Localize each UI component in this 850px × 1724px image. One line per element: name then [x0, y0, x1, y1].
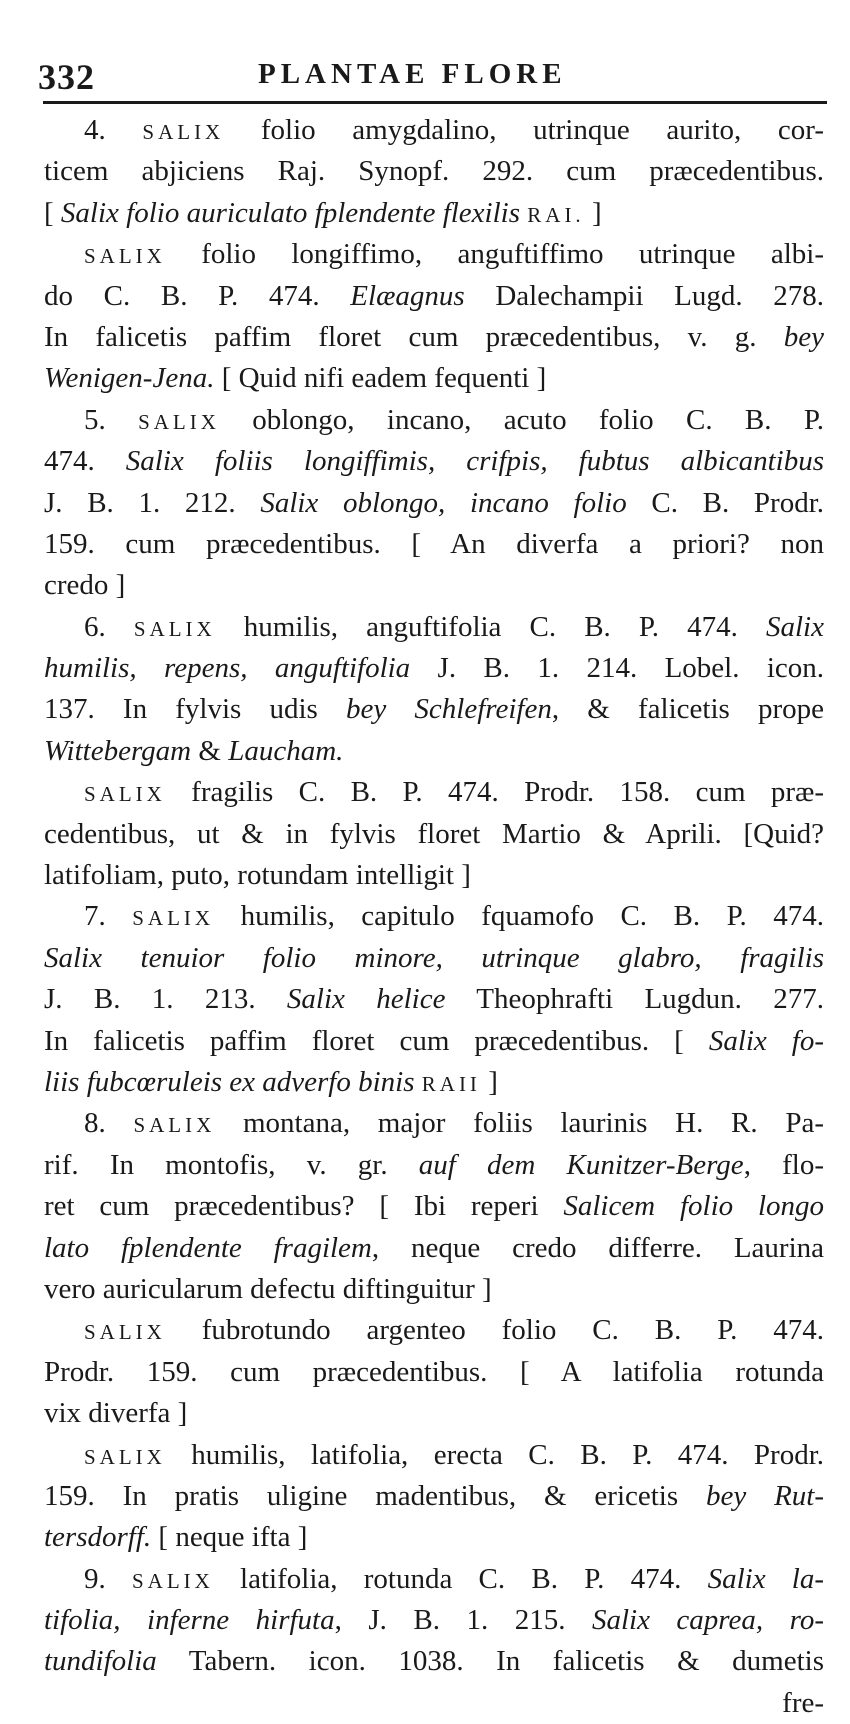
text-line: [44, 689, 824, 730]
header-rule: [43, 101, 827, 104]
text-line: [44, 483, 824, 524]
text-segment: humilis, capitulo fquamofo C. B. P. 474.: [214, 900, 824, 933]
smallcaps-text: RAII: [421, 1071, 481, 1096]
text-segment: montana, major foliis laurinis H. R. Pa-: [215, 1107, 824, 1140]
text-line: [44, 234, 824, 275]
text-segment: 7.: [84, 900, 133, 933]
text-segment: vix diverfa ]: [44, 1397, 188, 1430]
text-line: [44, 151, 824, 192]
text-line: [44, 1228, 824, 1269]
text-segment: , neque credo differre. Laurina: [371, 1231, 824, 1264]
text-line: [44, 524, 824, 565]
italic-text: Salix foliis longiffimis, crifpis, fubtus albicantibus: [125, 445, 824, 478]
text-segment: &: [191, 734, 229, 767]
text-segment: 8.: [84, 1107, 134, 1140]
italic-text: auf dem Kunitzer-Berge: [418, 1148, 744, 1181]
text-line: [44, 772, 824, 813]
text-segment: folio longiffimo, anguftiffimo utrinque albi-: [165, 238, 824, 271]
text-line: [44, 1641, 824, 1682]
page-header: [38, 52, 828, 98]
text-line: [44, 1269, 824, 1310]
italic-text: tersdorff.: [44, 1521, 152, 1554]
text-line: [44, 855, 824, 896]
text-segment: [ Quid nifi eadem fequenti ]: [214, 362, 547, 395]
text-line: [44, 1021, 824, 1062]
text-segment: Theophrafti Lugdun. 277.: [445, 983, 824, 1016]
text-line: [44, 441, 824, 482]
smallcaps-text: SALIX: [133, 616, 216, 641]
text-segment: 5.: [84, 403, 139, 436]
italic-text: tifolia, inferne hirfuta: [44, 1604, 335, 1637]
text-segment: [415, 1066, 422, 1098]
text-segment: 474.: [44, 445, 126, 478]
text-segment: C. B. Prodr.: [626, 486, 824, 519]
text-line: [44, 1683, 824, 1724]
text-segment: In falicetis paffim floret cum præcedentibus, v. g.: [44, 320, 784, 353]
text-segment: ret cum præcedentibus? [ Ibi reperi: [44, 1190, 564, 1223]
text-segment: humilis, latifolia, erecta C. B. P. 474. Prodr.: [165, 1438, 824, 1471]
page-number: 332: [38, 57, 95, 97]
italic-text: lato fplendente fragilem: [44, 1231, 372, 1264]
text-segment: 137. In fylvis udis: [44, 693, 347, 726]
smallcaps-text: SALIX: [138, 409, 220, 434]
text-line: [44, 565, 824, 606]
text-segment: vero auricularum defectu diftinguitur ]: [44, 1272, 492, 1305]
smallcaps-text: SALIX: [84, 1444, 166, 1469]
text-line: [44, 1062, 824, 1103]
text-segment: J. B. 1. 213.: [44, 983, 287, 1016]
smallcaps-text: SALIX: [133, 1113, 216, 1138]
text-line: [44, 648, 824, 689]
italic-text: Salix: [766, 610, 824, 643]
text-body: [44, 110, 824, 1724]
text-segment: humilis, anguftifolia C. B. P. 474.: [215, 610, 766, 643]
text-segment: ]: [584, 196, 602, 229]
smallcaps-text: SALIX: [132, 906, 215, 931]
text-line: [44, 607, 824, 648]
text-segment: , J. B. 1. 215.: [334, 1604, 592, 1637]
italic-text: Wittebergam: [44, 734, 192, 767]
text-line: [44, 1517, 824, 1558]
italic-text: Elæagnus: [350, 279, 465, 312]
text-segment: fre-: [782, 1686, 824, 1719]
text-segment: 9.: [84, 1562, 132, 1595]
italic-text: liis fubcœruleis ex adverfo binis: [44, 1065, 415, 1098]
italic-text: Salix helice: [286, 983, 446, 1016]
smallcaps-text: SALIX: [84, 244, 166, 269]
text-segment: latifoliam, puto, rotundam intelligit ]: [44, 859, 471, 892]
text-segment: do C. B. P. 474.: [44, 279, 351, 312]
italic-text: Salix folio auriculato fplendente flexilis: [60, 196, 521, 229]
italic-text: Salicem folio longo: [563, 1190, 824, 1223]
text-segment: fubrotundo argenteo folio C. B. P. 474.: [165, 1314, 824, 1347]
text-line: [44, 1393, 824, 1434]
text-segment: oblongo, incano, acuto folio C. B. P.: [219, 403, 824, 436]
text-line: [44, 1352, 824, 1393]
italic-text: bey Rut-: [705, 1479, 824, 1512]
text-line: [44, 1559, 824, 1600]
italic-text: Salix tenuior folio minore, utrinque glabro, fragilis: [44, 941, 824, 974]
italic-text: Salix la-: [707, 1562, 824, 1595]
text-segment: folio amygdalino, utrinque aurito, cor-: [224, 114, 824, 146]
text-segment: ]: [480, 1065, 498, 1098]
text-segment: fragilis C. B. P. 474. Prodr. 158. cum præ-: [165, 776, 824, 809]
text-segment: , & falicetis prope: [551, 693, 824, 726]
text-segment: cedentibus, ut & in fylvis floret Martio & Aprili. [Quid?: [44, 817, 824, 850]
text-segment: 4.: [84, 114, 143, 146]
text-line: [44, 1103, 824, 1144]
italic-text: Laucham.: [228, 734, 344, 767]
italic-text: Salix oblongo, incano folio: [260, 486, 627, 519]
text-line: [44, 1435, 824, 1476]
text-segment: 159. In pratis uligine madentibus, & ericetis: [44, 1479, 706, 1512]
text-line: [44, 979, 824, 1020]
text-segment: [: [44, 196, 61, 229]
text-line: [44, 193, 824, 234]
text-segment: rif. In montofis, v. gr.: [44, 1148, 419, 1181]
text-segment: Prodr. 159. cum præcedentibus. [ A latifolia rotunda: [44, 1355, 824, 1388]
text-line: [44, 731, 824, 772]
text-line: [44, 276, 824, 317]
text-segment: J. B. 1. 212.: [44, 486, 261, 519]
text-line: [44, 896, 824, 937]
italic-text: bey: [783, 320, 824, 353]
text-segment: In falicetis paffim floret cum præcedentibus. [: [44, 1024, 709, 1057]
text-segment: 6.: [84, 610, 134, 643]
text-segment: latifolia, rotunda C. B. P. 474.: [213, 1562, 708, 1595]
text-line: [44, 1186, 824, 1227]
text-line: [44, 400, 824, 441]
italic-text: tundifolia: [44, 1645, 157, 1678]
text-line: [44, 938, 824, 979]
smallcaps-text: SALIX: [84, 782, 166, 807]
text-segment: , flo-: [743, 1148, 824, 1181]
text-segment: Dalechampii Lugd. 278.: [464, 279, 824, 312]
text-line: [44, 1145, 824, 1186]
smallcaps-text: SALIX: [84, 1320, 166, 1345]
smallcaps-text: SALIX: [131, 1568, 214, 1593]
text-segment: J. B. 1. 214. Lobel. icon.: [410, 652, 824, 685]
text-line: [44, 358, 824, 399]
italic-text: humilis, repens, anguftifolia: [44, 652, 411, 685]
smallcaps-text: RAI.: [527, 202, 585, 227]
text-line: [44, 1310, 824, 1351]
smallcaps-text: SALIX: [142, 120, 225, 144]
text-segment: credo ]: [44, 569, 126, 602]
italic-text: Salix caprea, ro-: [591, 1604, 824, 1637]
italic-text: bey Schlefreifen: [346, 693, 552, 726]
text-segment: ticem abjiciens Raj. Synopf. 292. cum præcedentibus.: [44, 155, 824, 188]
text-segment: 159. cum præcedentibus. [ An diverfa a priori? non: [44, 527, 824, 560]
text-segment: [ neque ifta ]: [151, 1521, 308, 1554]
text-line: [44, 814, 824, 855]
running-title: PLANTAE FLORE: [258, 58, 567, 90]
text-line: [44, 1476, 824, 1517]
text-line: [44, 110, 824, 151]
text-line: [44, 1600, 824, 1641]
italic-text: Wenigen-Jena.: [44, 362, 215, 395]
italic-text: Salix fo-: [708, 1024, 824, 1057]
text-segment: Tabern. icon. 1038. In falicetis & dumetis: [156, 1645, 824, 1678]
text-line: [44, 317, 824, 358]
